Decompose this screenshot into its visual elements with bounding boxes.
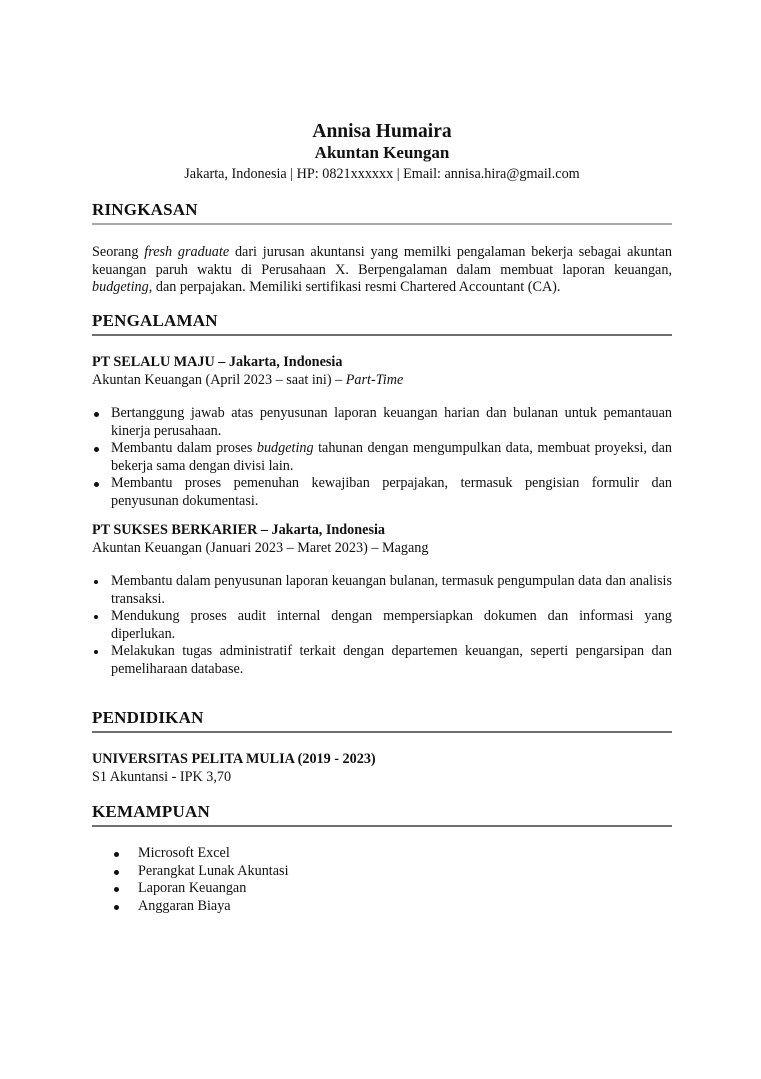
- list-item: [92, 475, 672, 510]
- duty-text: tahunan dengan mengumpulkan data, membuat proyeksi, dan bekerja sama dengan divisi lain.: [111, 440, 672, 474]
- summary-emphasis: budgeting,: [92, 279, 153, 295]
- experience-section: [92, 311, 672, 678]
- section-heading-summary: RINGKASAN: [92, 200, 198, 219]
- summary-emphasis: fresh graduate: [144, 244, 230, 260]
- duty-text: Membantu proses pemenuhan kewajiban perpajakan, termasuk pengisian formulir dan penyusunan dokumentasi.: [111, 475, 672, 509]
- bullet-icon: [114, 905, 119, 910]
- duty-text: Membantu dalam penyusunan laporan keuangan bulanan, termasuk pengumpulan data dan analisis transaksi.: [111, 573, 672, 607]
- duty-emphasis: budgeting: [256, 440, 314, 456]
- job-role-text: Akuntan Keuangan (April 2023 – saat ini) –: [92, 371, 346, 388]
- skills-section: [92, 802, 672, 915]
- education-school: UNIVERSITAS PELITA MULIA (2019 - 2023): [92, 751, 376, 767]
- job-role: [92, 372, 672, 390]
- summary-text: Seorang: [92, 244, 145, 260]
- job-company: PT SELALU MAJU – Jakarta, Indonesia: [92, 354, 343, 370]
- skill-text: Anggaran Biaya: [138, 897, 231, 914]
- candidate-name: Annisa Humaira: [312, 121, 452, 142]
- bullet-icon: [114, 852, 119, 857]
- bullet-icon: [114, 870, 119, 875]
- list-item: [112, 898, 672, 916]
- contact-line: Jakarta, Indonesia | HP: 0821xxxxxx | Email: annisa.hira@gmail.com: [184, 166, 580, 182]
- section-divider: [92, 223, 672, 225]
- job-company: PT SUKSES BERKARIER – Jakarta, Indonesia: [92, 522, 386, 538]
- summary-section: [92, 200, 672, 297]
- section-divider: [92, 334, 672, 336]
- list-item: [112, 845, 672, 863]
- job-type: Part-Time: [345, 371, 404, 388]
- job-duties-list: [92, 405, 672, 510]
- bullet-icon: [114, 887, 119, 892]
- education-section: [92, 708, 672, 786]
- section-heading-experience: PENGALAMAN: [92, 311, 218, 330]
- summary-paragraph: [92, 244, 672, 297]
- bullet-icon: [94, 482, 99, 487]
- duty-text: Melakukan tugas administratif terkait dengan departemen keuangan, seperti pengarsipan dan pemeliharaan database.: [111, 643, 672, 677]
- list-item: [92, 405, 672, 440]
- duty-text: Bertanggung jawab atas penyusunan laporan keuangan harian dan bulanan untuk pemantauan kinerja perusahaan.: [111, 405, 672, 439]
- job-duties-list: [92, 573, 672, 678]
- summary-text: dan perpajakan. Memiliki sertifikasi resmi Chartered Accountant (CA).: [152, 279, 561, 295]
- bullet-icon: [94, 580, 98, 584]
- resume-header: [92, 121, 672, 183]
- list-item: [92, 643, 672, 678]
- skill-text: Microsoft Excel: [138, 845, 230, 861]
- summary-text: dari jurusan akuntansi yang memilki pengalaman bekerja sebagai akuntan keuangan paruh waktu di Perusahaan X. Berpengalaman dalam membuat laporan keuangan,: [92, 244, 673, 278]
- section-heading-skills: KEMAMPUAN: [92, 802, 210, 821]
- skill-text: Perangkat Lunak Akuntasi: [138, 862, 289, 879]
- skill-text: Laporan Keuangan: [138, 880, 247, 896]
- section-divider: [92, 731, 672, 733]
- bullet-icon: [94, 412, 99, 417]
- list-item: [112, 880, 672, 898]
- duty-text: Membantu dalam proses: [111, 440, 257, 456]
- list-item: [112, 863, 672, 881]
- job-role: Akuntan Keuangan (Januari 2023 – Maret 2023) – Magang: [92, 539, 429, 556]
- bullet-icon: [94, 447, 99, 452]
- section-divider: [92, 825, 672, 827]
- bullet-icon: [94, 650, 98, 654]
- job-entry: [92, 354, 672, 510]
- section-heading-education: PENDIDIKAN: [92, 708, 204, 727]
- duty-text: Mendukung proses audit internal dengan mempersiapkan dokumen dan informasi yang diperlukan.: [111, 608, 672, 642]
- skills-list: [92, 845, 672, 915]
- bullet-icon: [94, 615, 98, 619]
- job-entry: [92, 522, 672, 678]
- education-degree: S1 Akuntansi - IPK 3,70: [92, 768, 232, 785]
- list-item: [92, 440, 672, 475]
- candidate-title: Akuntan Keungan: [314, 143, 450, 162]
- list-item: [92, 608, 672, 643]
- list-item: [92, 573, 672, 608]
